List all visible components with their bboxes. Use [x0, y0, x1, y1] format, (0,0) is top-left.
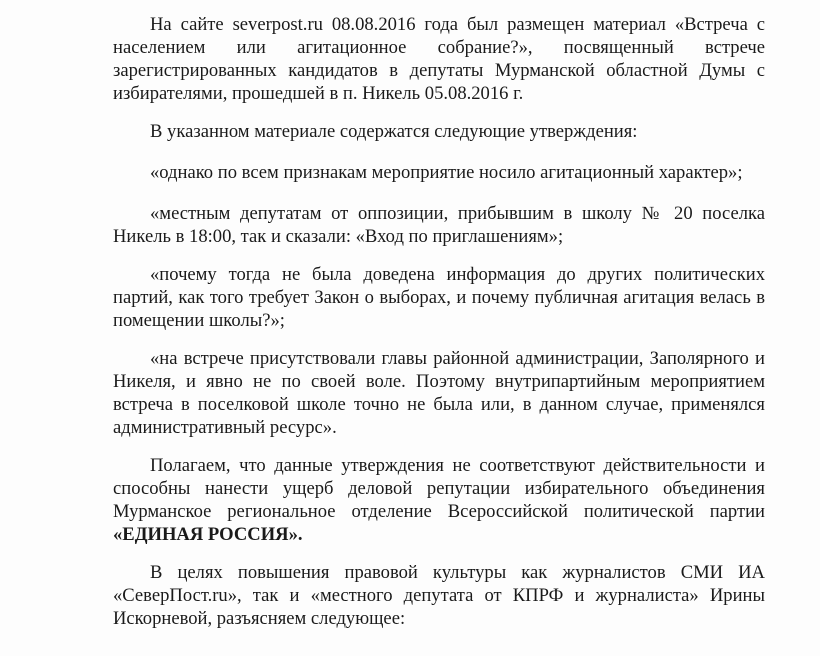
party-name-bold: «ЕДИНАЯ РОССИЯ». [113, 524, 303, 545]
paragraph-text: В указанном материале содержатся следующие утверждения: [150, 121, 638, 142]
paragraph-text: Полагаем, что данные утверждения не соответствуют действительности и способны нанести ущерб деловой репутации избирательного объединения Мурманское региональное отделение Всероссийской политической партии [113, 455, 765, 522]
paragraph-text: «местным депутатам от оппозиции, прибывшим в школу № 20 поселка Никель в 18:00, так и сказали: «Вход по приглашениям»; [113, 203, 765, 247]
quote-administrative-resource [113, 347, 765, 439]
quote-political-parties [113, 263, 765, 332]
paragraph-intro-statements [113, 120, 765, 143]
quote-agitation-character [113, 161, 765, 184]
paragraph-text: «почему тогда не была доведена информация до других политических партий, как того требует Закон о выборах, и почему публичная агитация велась в помещении школы?»; [113, 264, 765, 331]
paragraph-text: На сайте severpost.ru 08.08.2016 года был размещен материал «Встреча с населением или агитационное собрание?», посвященный встрече зарегистрированных кандидатов в депутаты Мурманской областной Думы с избирателями, прошедшей в п. Никель 05.08.2016 г. [113, 14, 765, 104]
paragraph-legal-explanation [113, 561, 765, 630]
paragraph-publication-info [113, 13, 765, 105]
quote-entry-by-invitation [113, 202, 765, 248]
paragraph-reputation-claim [113, 454, 765, 546]
paragraph-text: В целях повышения правовой культуры как журналистов СМИ ИА «СеверПост.ru», так и «местного депутата от КПРФ и журналиста» Ирины Искорневой, разъясняем следующее: [113, 562, 765, 629]
paragraph-text: «на встрече присутствовали главы районной администрации, Заполярного и Никеля, и явно не по своей воле. Поэтому внутрипартийным мероприятием встреча в поселковой школе точно не была или, в данном случае, применялся административный ресурс». [113, 348, 765, 438]
paragraph-text: «однако по всем признакам мероприятие носило агитационный характер»; [150, 162, 743, 183]
